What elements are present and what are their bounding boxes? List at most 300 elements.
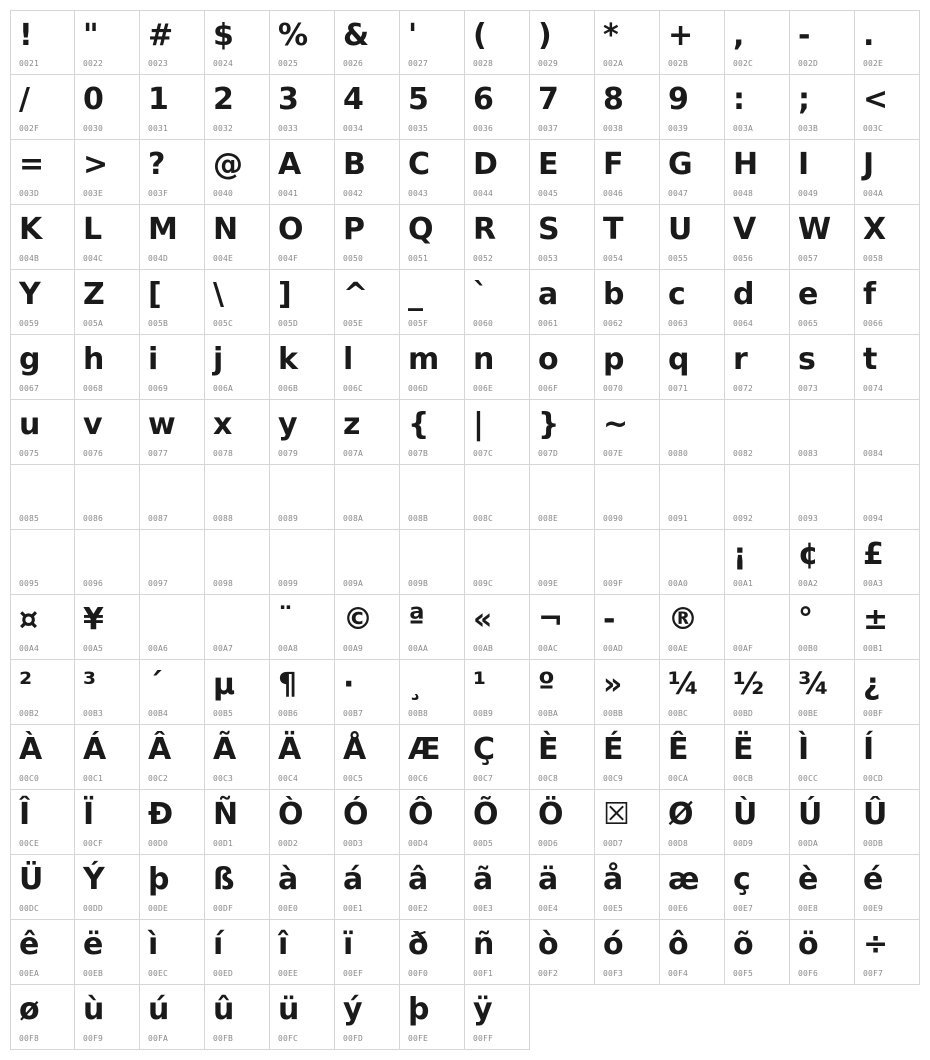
glyph-cell: [595, 855, 660, 920]
glyph-char: Ó: [343, 797, 369, 832]
glyph-cell: [335, 790, 400, 855]
glyph-char: n: [473, 342, 495, 377]
glyph-codepoint: 0055: [668, 254, 689, 263]
glyph-codepoint: 0060: [473, 319, 494, 328]
glyph-char: ': [408, 18, 418, 53]
glyph-char: a: [538, 277, 559, 312]
glyph-codepoint: 00B5: [213, 709, 234, 718]
glyph-char: à: [278, 862, 299, 897]
glyph-cell: [10, 75, 75, 140]
glyph-cell: [75, 920, 140, 985]
glyph-codepoint: 0099: [278, 579, 299, 588]
glyph-cell: [465, 140, 530, 205]
glyph-char: ±: [863, 602, 889, 637]
glyph-codepoint: 0025: [278, 59, 299, 68]
glyph-codepoint: 009C: [473, 579, 494, 588]
glyph-char: @: [213, 147, 243, 182]
glyph-cell: [790, 270, 855, 335]
glyph-codepoint: 0087: [148, 514, 169, 523]
glyph-codepoint: 0092: [733, 514, 754, 523]
glyph-codepoint: 0097: [148, 579, 169, 588]
glyph-codepoint: 007C: [473, 449, 494, 458]
glyph-codepoint: 00CE: [19, 839, 40, 848]
glyph-char: v: [83, 407, 103, 442]
glyph-codepoint: 0083: [798, 449, 819, 458]
glyph-codepoint: 009A: [343, 579, 364, 588]
glyph-char: ~: [603, 407, 629, 442]
glyph-codepoint: 00ED: [213, 969, 234, 978]
glyph-char: 4: [343, 82, 364, 117]
glyph-char: ¤: [19, 602, 39, 637]
glyph-cell: [335, 10, 400, 75]
glyph-codepoint: 00F7: [863, 969, 884, 978]
glyph-cell: [530, 855, 595, 920]
glyph-cell: [140, 335, 205, 400]
glyph-codepoint: 0069: [148, 384, 169, 393]
glyph-cell: [140, 10, 205, 75]
glyph-char: S: [538, 212, 560, 247]
glyph-char: þ: [408, 992, 430, 1027]
glyph-cell: [855, 790, 920, 855]
glyph-cell: [270, 985, 335, 1050]
glyph-codepoint: 00F6: [798, 969, 819, 978]
glyph-codepoint: 007B: [408, 449, 429, 458]
glyph-cell: [140, 465, 205, 530]
glyph-cell: [725, 205, 790, 270]
glyph-cell: [530, 400, 595, 465]
glyph-cell: [205, 855, 270, 920]
glyph-cell: [335, 75, 400, 140]
glyph-cell: [75, 985, 140, 1050]
glyph-codepoint: 0035: [408, 124, 429, 133]
glyph-codepoint: 00B8: [408, 709, 429, 718]
glyph-cell: [205, 660, 270, 725]
glyph-cell: [790, 10, 855, 75]
glyph-char: ´: [148, 667, 163, 702]
glyph-char: M: [148, 212, 178, 247]
glyph-cell: [855, 465, 920, 530]
glyph-char: Ç: [473, 732, 496, 767]
glyph-cell: [10, 205, 75, 270]
glyph-char: ß: [213, 862, 235, 897]
glyph-cell: [10, 855, 75, 920]
glyph-cell: [10, 725, 75, 790]
glyph-cell: [855, 10, 920, 75]
glyph-char: _: [408, 277, 423, 312]
glyph-cell: [855, 725, 920, 790]
glyph-cell: [530, 530, 595, 595]
glyph-cell: [530, 465, 595, 530]
glyph-char: î: [278, 927, 289, 962]
glyph-char: 2: [213, 82, 234, 117]
glyph-cell: [465, 660, 530, 725]
glyph-codepoint: 00F1: [473, 969, 494, 978]
glyph-codepoint: 002C: [733, 59, 754, 68]
glyph-cell: [140, 530, 205, 595]
glyph-cell: [75, 75, 140, 140]
glyph-codepoint: 0037: [538, 124, 559, 133]
glyph-cell: [205, 465, 270, 530]
glyph-codepoint: 0062: [603, 319, 624, 328]
glyph-codepoint: 00C6: [408, 774, 429, 783]
glyph-codepoint: 0077: [148, 449, 169, 458]
glyph-codepoint: 009E: [538, 579, 559, 588]
glyph-codepoint: 0031: [148, 124, 169, 133]
glyph-cell: [400, 270, 465, 335]
glyph-cell: [660, 400, 725, 465]
glyph-codepoint: 00E8: [798, 904, 819, 913]
glyph-char: ª: [408, 602, 425, 637]
glyph-char: ®: [668, 602, 698, 637]
glyph-codepoint: 0051: [408, 254, 429, 263]
glyph-codepoint: 0034: [343, 124, 364, 133]
glyph-codepoint: 00BB: [603, 709, 624, 718]
glyph-cell: [855, 595, 920, 660]
glyph-cell: [335, 465, 400, 530]
glyph-cell: [270, 75, 335, 140]
glyph-cell: [595, 595, 660, 660]
glyph-char: ó: [603, 927, 624, 962]
glyph-char: ê: [19, 927, 40, 962]
glyph-char: õ: [733, 927, 754, 962]
glyph-char: ^: [343, 277, 369, 312]
glyph-cell: [465, 790, 530, 855]
glyph-codepoint: 005E: [343, 319, 364, 328]
glyph-cell: [660, 75, 725, 140]
glyph-codepoint: 00D7: [603, 839, 624, 848]
glyph-char: r: [733, 342, 748, 377]
glyph-codepoint: 004D: [148, 254, 169, 263]
glyph-codepoint: 00F3: [603, 969, 624, 978]
glyph-cell: [400, 530, 465, 595]
glyph-codepoint: 00A8: [278, 644, 299, 653]
glyph-codepoint: 0080: [668, 449, 689, 458]
glyph-codepoint: 0027: [408, 59, 429, 68]
glyph-cell: [140, 920, 205, 985]
glyph-char: .: [863, 18, 875, 53]
glyph-codepoint: 00FF: [473, 1034, 494, 1043]
glyph-char: Ñ: [213, 797, 239, 832]
glyph-codepoint: 00DE: [148, 904, 169, 913]
glyph-cell: [140, 400, 205, 465]
glyph-codepoint: 00B4: [148, 709, 169, 718]
glyph-char: i: [148, 342, 159, 377]
glyph-char: T: [603, 212, 624, 247]
glyph-cell: [595, 920, 660, 985]
glyph-cell: [530, 660, 595, 725]
glyph-char: µ: [213, 667, 236, 702]
glyph-codepoint: 003D: [19, 189, 40, 198]
glyph-codepoint: 00A9: [343, 644, 364, 653]
glyph-cell: [10, 335, 75, 400]
glyph-cell: [140, 75, 205, 140]
glyph-codepoint: 00B6: [278, 709, 299, 718]
glyph-char: ;: [798, 82, 810, 117]
glyph-codepoint: 0096: [83, 579, 104, 588]
glyph-char: ½: [733, 667, 765, 702]
glyph-char: Ú: [798, 797, 823, 832]
glyph-cell: [75, 270, 140, 335]
glyph-char: ³: [83, 667, 97, 702]
glyph-codepoint: 007E: [603, 449, 624, 458]
glyph-cell: [335, 530, 400, 595]
glyph-char: Z: [83, 277, 105, 312]
glyph-char: Ï: [83, 797, 95, 832]
glyph-cell: [10, 270, 75, 335]
glyph-cell: [335, 400, 400, 465]
glyph-char: H: [733, 147, 759, 182]
glyph-cell: [725, 335, 790, 400]
glyph-cell: [75, 790, 140, 855]
glyph-codepoint: 0032: [213, 124, 234, 133]
glyph-cell: [725, 790, 790, 855]
glyph-codepoint: 0070: [603, 384, 624, 393]
glyph-char: 9: [668, 82, 689, 117]
glyph-codepoint: 004B: [19, 254, 40, 263]
glyph-cell: [75, 855, 140, 920]
glyph-char: U: [668, 212, 693, 247]
glyph-char: !: [19, 18, 33, 53]
glyph-cell: [530, 270, 595, 335]
glyph-cell: [205, 920, 270, 985]
glyph-char: +: [668, 18, 694, 53]
glyph-codepoint: 0095: [19, 579, 40, 588]
glyph-cell: [10, 985, 75, 1050]
glyph-cell: [660, 335, 725, 400]
glyph-cell: [270, 530, 335, 595]
glyph-char: ¿: [863, 667, 881, 702]
glyph-cell: [530, 140, 595, 205]
glyph-cell: [595, 140, 660, 205]
glyph-codepoint: 00AB: [473, 644, 494, 653]
glyph-codepoint: 0040: [213, 189, 234, 198]
glyph-char: þ: [148, 862, 170, 897]
glyph-cell: [595, 725, 660, 790]
glyph-cell: [790, 140, 855, 205]
glyph-codepoint: 0058: [863, 254, 884, 263]
glyph-char: ÿ: [473, 992, 493, 1027]
glyph-codepoint: 0063: [668, 319, 689, 328]
glyph-cell: [270, 335, 335, 400]
glyph-cell: [400, 985, 465, 1050]
glyph-codepoint: 00CA: [668, 774, 689, 783]
glyph-codepoint: 0022: [83, 59, 104, 68]
glyph-char: /: [19, 82, 30, 117]
glyph-cell: [400, 855, 465, 920]
glyph-codepoint: 002A: [603, 59, 624, 68]
glyph-char: 5: [408, 82, 429, 117]
glyph-cell: [270, 270, 335, 335]
glyph-cell: [595, 465, 660, 530]
glyph-char: ë: [83, 927, 104, 962]
glyph-cell: [465, 985, 530, 1050]
glyph-cell: [75, 140, 140, 205]
glyph-char: 3: [278, 82, 299, 117]
glyph-codepoint: 0038: [603, 124, 624, 133]
glyph-char: »: [603, 667, 623, 702]
glyph-cell: [205, 530, 270, 595]
glyph-codepoint: 00C3: [213, 774, 234, 783]
glyph-char: ÷: [863, 927, 889, 962]
glyph-codepoint: 006C: [343, 384, 364, 393]
glyph-cell: [725, 10, 790, 75]
glyph-codepoint: 0064: [733, 319, 754, 328]
glyph-cell: [725, 465, 790, 530]
glyph-cell: [335, 140, 400, 205]
glyph-codepoint: 0076: [83, 449, 104, 458]
glyph-char: ¢: [798, 537, 819, 572]
glyph-char: O: [278, 212, 304, 247]
glyph-cell: [725, 660, 790, 725]
glyph-cell: [725, 400, 790, 465]
glyph-cell: [140, 140, 205, 205]
glyph-char: ã: [473, 862, 494, 897]
glyph-char: h: [83, 342, 105, 377]
glyph-char: ¬: [538, 602, 564, 637]
glyph-char: =: [19, 147, 45, 182]
glyph-cell: [790, 725, 855, 790]
glyph-cell: [205, 400, 270, 465]
glyph-cell: [205, 790, 270, 855]
glyph-cell: [790, 205, 855, 270]
glyph-cell: [855, 140, 920, 205]
glyph-codepoint: 0068: [83, 384, 104, 393]
glyph-cell: [530, 920, 595, 985]
glyph-codepoint: 0053: [538, 254, 559, 263]
glyph-codepoint: 0082: [733, 449, 754, 458]
glyph-cell: [140, 725, 205, 790]
glyph-char: s: [798, 342, 816, 377]
glyph-cell: [335, 205, 400, 270]
glyph-cell: [725, 530, 790, 595]
glyph-char: ¶: [278, 667, 298, 702]
glyph-cell: [790, 920, 855, 985]
glyph-cell: [270, 10, 335, 75]
glyph-codepoint: 003E: [83, 189, 104, 198]
glyph-cell: [465, 725, 530, 790]
glyph-codepoint: 00C5: [343, 774, 364, 783]
glyph-cell: [140, 270, 205, 335]
glyph-codepoint: 0049: [798, 189, 819, 198]
glyph-codepoint: 002F: [19, 124, 40, 133]
glyph-char: ²: [19, 667, 33, 702]
glyph-codepoint: 00D9: [733, 839, 754, 848]
glyph-codepoint: 00BD: [733, 709, 754, 718]
glyph-char: Y: [19, 277, 41, 312]
glyph-codepoint: 008E: [538, 514, 559, 523]
glyph-char: ø: [19, 992, 40, 1027]
glyph-cell: [205, 270, 270, 335]
glyph-char: W: [798, 212, 832, 247]
glyph-codepoint: 0028: [473, 59, 494, 68]
glyph-cell: [270, 790, 335, 855]
glyph-cell: [790, 335, 855, 400]
glyph-codepoint: 004C: [83, 254, 104, 263]
glyph-char: æ: [668, 862, 700, 897]
glyph-cell: [400, 140, 465, 205]
glyph-char: Á: [83, 732, 107, 767]
glyph-codepoint: 0021: [19, 59, 40, 68]
glyph-codepoint: 0048: [733, 189, 754, 198]
glyph-char: p: [603, 342, 625, 377]
glyph-char: %: [278, 18, 309, 53]
glyph-codepoint: 00BC: [668, 709, 689, 718]
glyph-codepoint: 004A: [863, 189, 884, 198]
glyph-char: Ö: [538, 797, 564, 832]
glyph-char: l: [343, 342, 354, 377]
glyph-char: u: [19, 407, 41, 442]
glyph-char: ¾: [798, 667, 830, 702]
glyph-cell: [855, 205, 920, 270]
glyph-char: ¨: [278, 602, 293, 637]
glyph-codepoint: 00A5: [83, 644, 104, 653]
glyph-cell: [205, 725, 270, 790]
glyph-cell: [855, 530, 920, 595]
glyph-char: [: [148, 277, 162, 312]
glyph-codepoint: 0056: [733, 254, 754, 263]
glyph-char: ,: [733, 18, 745, 53]
glyph-char: Õ: [473, 797, 499, 832]
glyph-codepoint: 00EA: [19, 969, 40, 978]
glyph-cell: [660, 920, 725, 985]
glyph-cell: [725, 75, 790, 140]
glyph-cell: [75, 595, 140, 660]
glyph-codepoint: 002E: [863, 59, 884, 68]
glyph-char: 6: [473, 82, 494, 117]
glyph-codepoint: 00AC: [538, 644, 559, 653]
glyph-codepoint: 0079: [278, 449, 299, 458]
glyph-codepoint: 007D: [538, 449, 559, 458]
glyph-cell: [400, 725, 465, 790]
glyph-cell: [270, 855, 335, 920]
glyph-char: Ü: [19, 862, 44, 897]
glyph-char: ¥: [83, 602, 104, 637]
glyph-codepoint: 004E: [213, 254, 234, 263]
glyph-codepoint: 00A2: [798, 579, 819, 588]
glyph-cell: [335, 855, 400, 920]
glyph-cell: [855, 855, 920, 920]
glyph-char: Ø: [668, 797, 694, 832]
glyph-codepoint: 0091: [668, 514, 689, 523]
glyph-char: ©: [343, 602, 373, 637]
glyph-cell: [660, 140, 725, 205]
glyph-codepoint: 00BF: [863, 709, 884, 718]
glyph-char: :: [733, 82, 745, 117]
glyph-char: x: [213, 407, 233, 442]
glyph-cell: [10, 660, 75, 725]
glyph-cell: [270, 595, 335, 660]
glyph-char: á: [343, 862, 364, 897]
glyph-codepoint: 0047: [668, 189, 689, 198]
glyph-cell: [270, 920, 335, 985]
glyph-codepoint: 0059: [19, 319, 40, 328]
glyph-char: >: [83, 147, 109, 182]
glyph-char: e: [798, 277, 819, 312]
glyph-codepoint: 00AF: [733, 644, 754, 653]
glyph-char: z: [343, 407, 361, 442]
glyph-codepoint: 0033: [278, 124, 299, 133]
glyph-codepoint: 003C: [863, 124, 884, 133]
glyph-codepoint: 0057: [798, 254, 819, 263]
glyph-char: ý: [343, 992, 363, 1027]
glyph-codepoint: 0029: [538, 59, 559, 68]
glyph-cell: [725, 270, 790, 335]
glyph-codepoint: 00D5: [473, 839, 494, 848]
glyph-codepoint: 0061: [538, 319, 559, 328]
glyph-char: ": [83, 18, 99, 53]
glyph-codepoint: 00A4: [19, 644, 40, 653]
glyph-char: Ô: [408, 797, 434, 832]
